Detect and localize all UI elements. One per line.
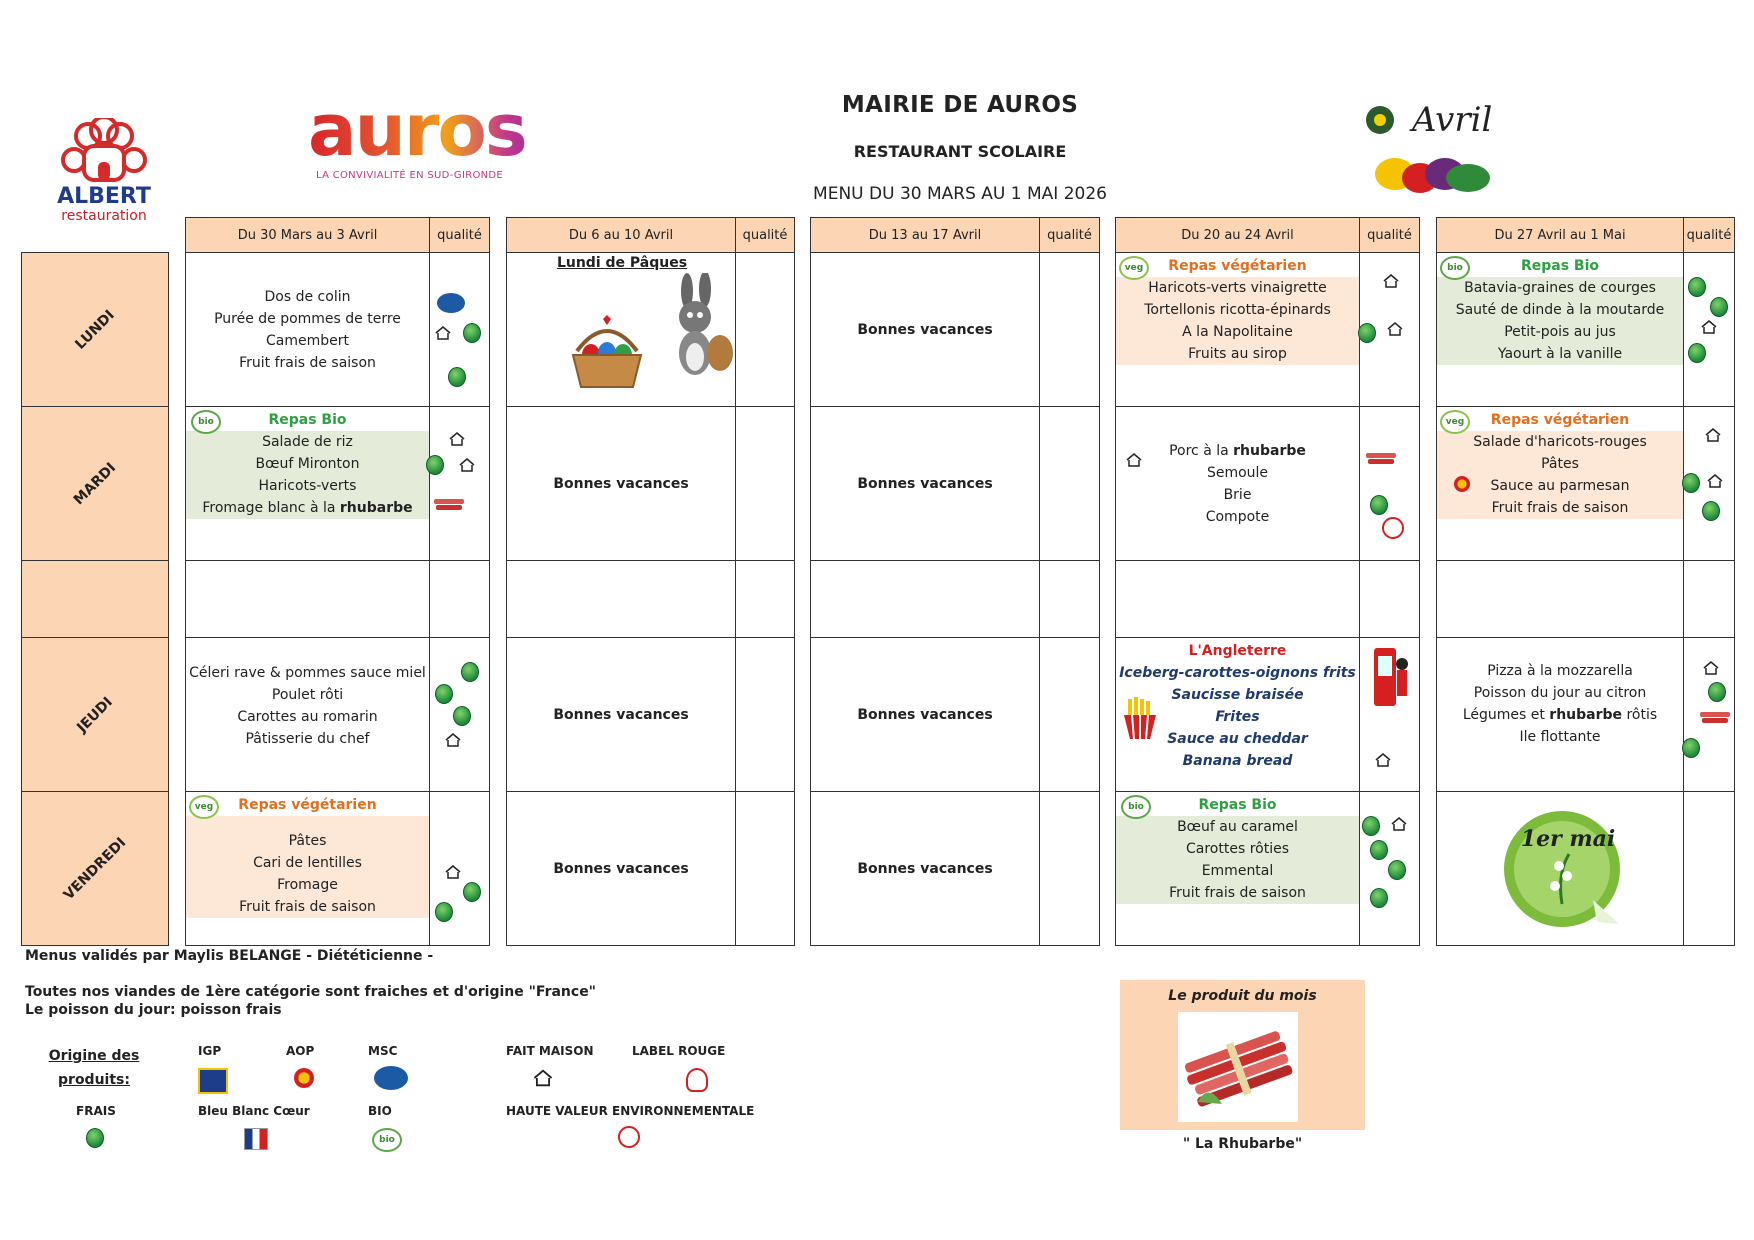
produit-du-mois <box>1120 980 1365 1130</box>
week3-mardi-quality <box>1039 406 1100 561</box>
avril-logo <box>1350 94 1500 204</box>
frais-icon <box>1702 501 1720 521</box>
week5-lundi: Repas Bio Batavia-graines de courges Sauté de dinde à la moutarde Petit-pois au jus Yaourt à la vanille <box>1436 252 1684 407</box>
frais-icon <box>463 323 481 343</box>
week5-jeudi-quality <box>1683 637 1735 792</box>
aop-icon <box>1454 476 1470 492</box>
page-title: MAIRIE DE AUROS <box>841 92 1079 118</box>
day-lundi: LUNDI <box>21 252 169 407</box>
week2-lundi: Lundi de Pâques <box>506 252 736 407</box>
week3-quality-header: qualité <box>1039 217 1100 253</box>
fait-maison-icon <box>1702 660 1720 676</box>
week4-header: Du 20 au 24 Avril <box>1115 217 1360 253</box>
day-mardi: MARDI <box>21 406 169 561</box>
legend-label-rouge-label: LABEL ROUGE <box>632 1044 726 1058</box>
week1-mercredi-quality <box>429 560 490 638</box>
week1-vendredi-quality <box>429 791 490 946</box>
bio-icon: bio <box>1121 795 1151 819</box>
frais-icon <box>448 367 466 387</box>
frais-icon <box>426 455 444 475</box>
frais-icon <box>1710 297 1728 317</box>
week3-mercredi <box>810 560 1040 638</box>
week5-header: Du 27 Avril au 1 Mai <box>1436 217 1684 253</box>
easter-basket-icon <box>567 311 647 391</box>
chef-icon <box>44 118 164 188</box>
legend-fait-maison-label: FAIT MAISON <box>506 1044 594 1058</box>
week2-lundi-quality <box>735 252 795 407</box>
produit-title: Le produit du mois <box>1168 988 1317 1004</box>
fait-maison-icon <box>458 457 476 473</box>
viandes-note: Toutes nos viandes de 1ère catégorie sont fraiches et d'origine "France" <box>25 984 596 1000</box>
week4-mardi-quality <box>1359 406 1420 561</box>
week1-jeudi: Céleri rave & pommes sauce miel Poulet rôti Carottes au romarin Pâtisserie du chef <box>185 637 430 792</box>
week4-mercredi <box>1115 560 1360 638</box>
week4-lundi: Repas végétarien Haricots-verts vinaigrette Tortellonis ricotta-épinards A la Napolitaine Fruits au sirop <box>1115 252 1360 407</box>
bio-icon: bio <box>191 410 221 434</box>
week5-quality-header: qualité <box>1683 217 1735 253</box>
legend-igp-label: IGP <box>198 1044 222 1058</box>
rhubarb-bundle-icon <box>1178 1012 1298 1122</box>
week1-lundi: Dos de colin Purée de pommes de terre Camembert Fruit frais de saison <box>185 252 430 407</box>
vegetarien-icon: veg <box>1119 256 1149 280</box>
week1-quality-header: qualité <box>429 217 490 253</box>
rhubarb-icon <box>1366 449 1396 467</box>
week2-vendredi: Bonnes vacances <box>506 791 736 946</box>
msc-icon <box>437 293 465 313</box>
hve-icon <box>1382 517 1404 539</box>
week4-vendredi: Repas Bio Bœuf au caramel Carottes rôties Emmental Fruit frais de saison <box>1115 791 1360 946</box>
frais-icon <box>1688 343 1706 363</box>
poisson-note: Le poisson du jour: poisson frais <box>25 1002 282 1018</box>
fait-maison-icon <box>1125 452 1143 468</box>
legend-title: Origine des produits: <box>48 1048 140 1088</box>
frais-icon <box>1362 816 1380 836</box>
frais-icon <box>463 882 481 902</box>
legend-hve-label: HAUTE VALEUR ENVIRONNEMENTALE <box>506 1104 755 1118</box>
legend-bbc-label: Bleu Blanc Cœur <box>198 1104 310 1118</box>
week3-vendredi-quality <box>1039 791 1100 946</box>
week5-mercredi-quality <box>1683 560 1735 638</box>
frais-icon <box>453 706 471 726</box>
day-vendredi: VENDREDI <box>21 791 169 946</box>
week3-mardi: Bonnes vacances <box>810 406 1040 561</box>
week2-mercredi-quality <box>735 560 795 638</box>
bleu-blanc-coeur-icon <box>244 1128 268 1150</box>
week2-vendredi-quality <box>735 791 795 946</box>
phone-booth-icon <box>1370 644 1410 710</box>
fait-maison-icon <box>532 1068 554 1088</box>
frais-icon <box>461 662 479 682</box>
week5-lundi-quality <box>1683 252 1735 407</box>
hve-icon <box>618 1126 640 1148</box>
fait-maison-icon <box>1390 816 1408 832</box>
legend-bio-label: BIO <box>368 1104 392 1118</box>
vegetarien-icon: veg <box>1440 410 1470 434</box>
frais-icon <box>1682 473 1700 493</box>
frais-icon <box>1682 738 1700 758</box>
rhubarb-image <box>1178 1012 1298 1122</box>
week2-jeudi-quality <box>735 637 795 792</box>
day-mercredi <box>21 560 169 638</box>
week2-quality-header: qualité <box>735 217 795 253</box>
week5-mardi-quality <box>1683 406 1735 561</box>
week1-vendredi: Repas végétarien Pâtes Cari de lentilles Fromage Fruit frais de saison <box>185 791 430 946</box>
week1-lundi-quality <box>429 252 490 407</box>
week2-mardi-quality <box>735 406 795 561</box>
label-rouge-icon <box>686 1068 708 1092</box>
frais-icon <box>1370 495 1388 515</box>
legend-aop-label: AOP <box>286 1044 315 1058</box>
week5-mardi: Repas végétarien Salade d'haricots-rouges Pâtes Sauce au parmesan Fruit frais de saison <box>1436 406 1684 561</box>
frais-icon <box>435 684 453 704</box>
week5-mercredi <box>1436 560 1684 638</box>
frais-icon <box>1358 323 1376 343</box>
day-jeudi: JEUDI <box>21 637 169 792</box>
fait-maison-icon <box>1386 321 1404 337</box>
week4-mardi: Porc à la rhubarbe Semoule Brie Compote <box>1115 406 1360 561</box>
bio-icon: bio <box>372 1128 402 1152</box>
week4-lundi-quality <box>1359 252 1420 407</box>
menu-range: MENU DU 30 MARS AU 1 MAI 2026 <box>813 184 1107 204</box>
frais-icon <box>1370 840 1388 860</box>
week1-header: Du 30 Mars au 3 Avril <box>185 217 430 253</box>
avril-word: Avril <box>1412 100 1493 140</box>
premier-mai-label: 1er mai <box>1520 826 1616 852</box>
frais-icon <box>1370 888 1388 908</box>
auros-logo: auros LA CONVIVIALITÉ EN SUD-GIRONDE <box>308 90 558 190</box>
fait-maison-icon <box>1700 319 1718 335</box>
bio-icon: bio <box>1440 256 1470 280</box>
week4-quality-header: qualité <box>1359 217 1420 253</box>
week1-jeudi-quality <box>429 637 490 792</box>
week1-mercredi <box>185 560 430 638</box>
week2-header: Du 6 au 10 Avril <box>506 217 736 253</box>
frais-icon <box>1388 860 1406 880</box>
week3-jeudi-quality <box>1039 637 1100 792</box>
muguet-badge-icon <box>1497 804 1627 934</box>
week4-jeudi-quality <box>1359 637 1420 792</box>
vegetarien-icon: veg <box>189 795 219 819</box>
week3-header: Du 13 au 17 Avril <box>810 217 1040 253</box>
fait-maison-icon <box>444 864 462 880</box>
rhubarb-icon <box>434 495 464 513</box>
frais-icon <box>1708 682 1726 702</box>
week4-mercredi-quality <box>1359 560 1420 638</box>
week5-vendredi <box>1436 791 1684 946</box>
week2-mercredi <box>506 560 736 638</box>
fait-maison-icon <box>448 431 466 447</box>
fait-maison-icon <box>1704 427 1722 443</box>
fait-maison-icon <box>1374 752 1392 768</box>
week5-jeudi: Pizza à la mozzarella Poisson du jour au citron Légumes et rhubarbe rôtis Ile flottante <box>1436 637 1684 792</box>
week1-mardi-quality <box>429 406 490 561</box>
albert-logo: ALBERT restauration <box>44 118 164 228</box>
msc-icon <box>374 1066 408 1090</box>
week3-vendredi: Bonnes vacances <box>810 791 1040 946</box>
legend-msc-label: MSC <box>368 1044 398 1058</box>
validated-by: Menus validés par Maylis BELANGE - Diététicienne - <box>25 948 434 964</box>
fait-maison-icon <box>434 325 452 341</box>
igp-icon <box>198 1068 228 1094</box>
fries-icon <box>1118 697 1162 741</box>
fait-maison-icon <box>1706 473 1724 489</box>
fait-maison-icon <box>1382 273 1400 289</box>
rhubarb-icon <box>1700 708 1730 726</box>
week5-vendredi-quality <box>1683 791 1735 946</box>
week4-vendredi-quality <box>1359 791 1420 946</box>
week3-jeudi: Bonnes vacances <box>810 637 1040 792</box>
week4-jeudi: L'Angleterre Iceberg-carottes-oignons frits Saucisse braisée Frites Sauce au cheddar Banana bread <box>1115 637 1360 792</box>
week2-jeudi: Bonnes vacances <box>506 637 736 792</box>
page-subtitle: RESTAURANT SCOLAIRE <box>853 142 1067 161</box>
frais-icon <box>1688 277 1706 297</box>
week3-lundi: Bonnes vacances <box>810 252 1040 407</box>
fait-maison-icon <box>444 732 462 748</box>
week1-mardi: Repas Bio Salade de riz Bœuf Mironton Haricots-verts Fromage blanc à la rhubarbe <box>185 406 430 561</box>
produit-name: " La Rhubarbe" <box>1182 1136 1303 1152</box>
week3-lundi-quality <box>1039 252 1100 407</box>
frais-icon <box>435 902 453 922</box>
week3-mercredi-quality <box>1039 560 1100 638</box>
aop-icon <box>294 1068 314 1088</box>
frais-icon <box>86 1128 104 1148</box>
legend-frais-label: FRAIS <box>76 1104 116 1118</box>
week2-mardi: Bonnes vacances <box>506 406 736 561</box>
easter-bunny-icon <box>665 273 735 383</box>
